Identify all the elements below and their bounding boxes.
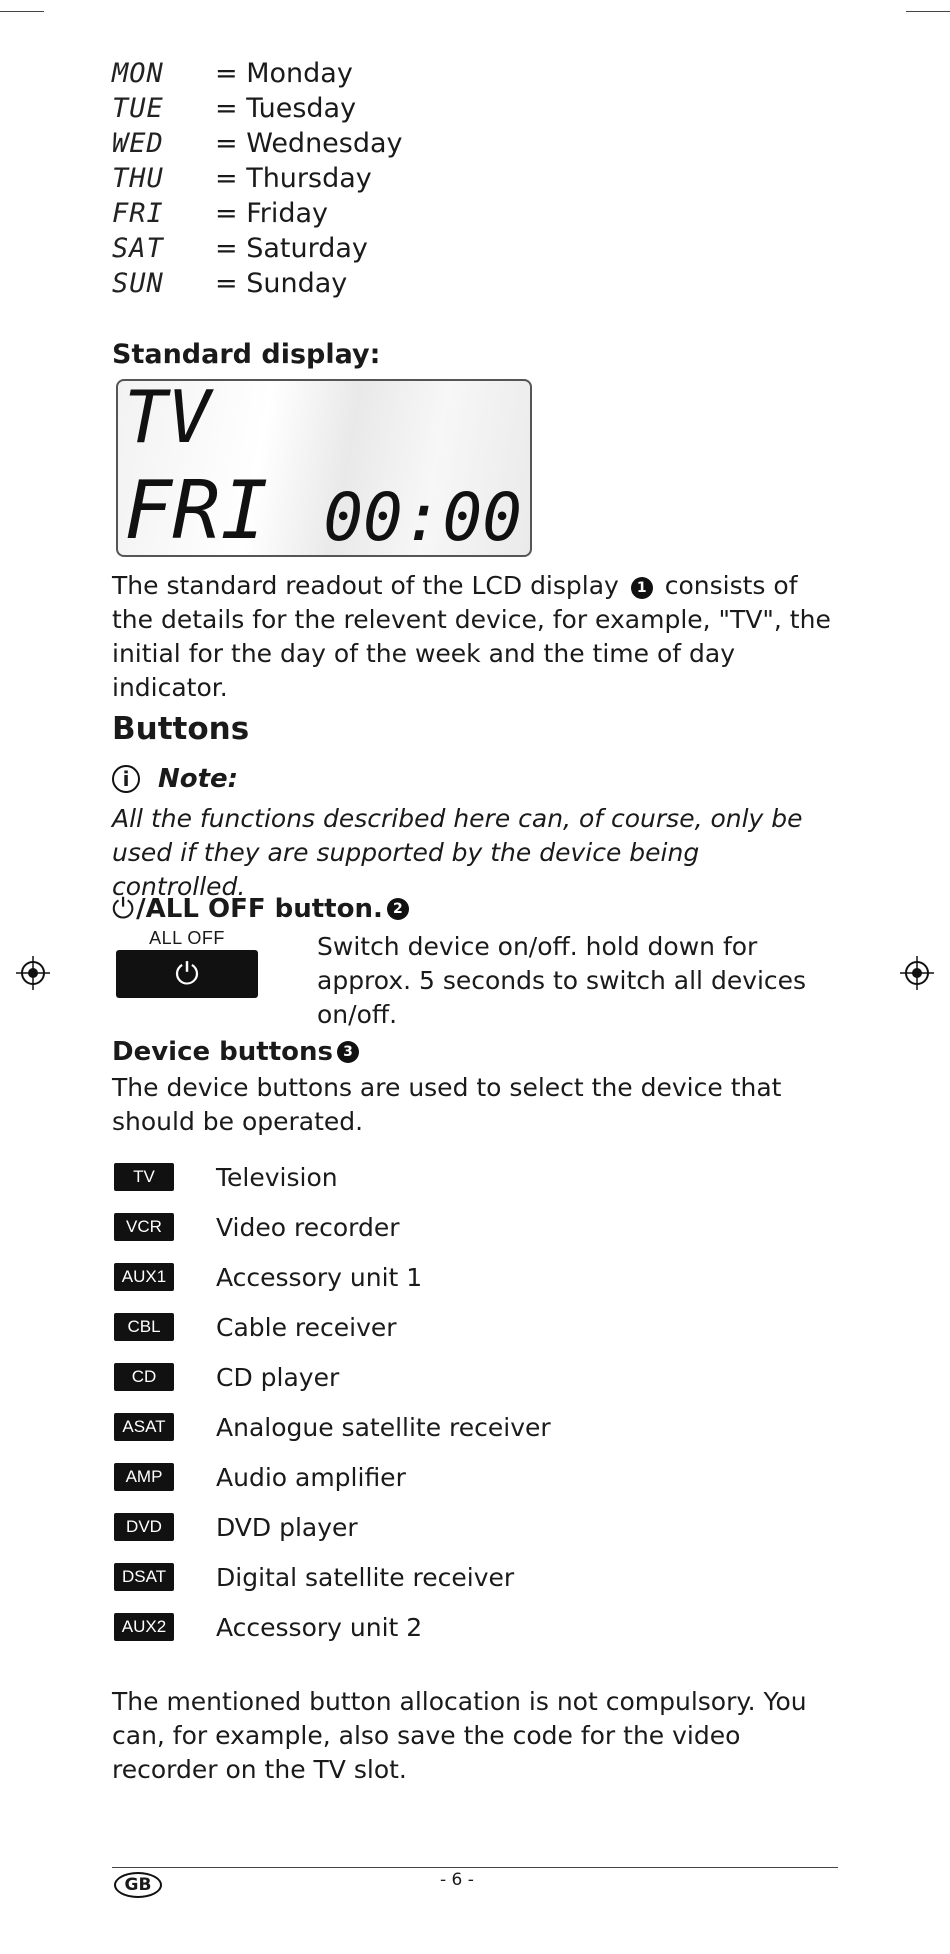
- note-title: [112, 764, 238, 794]
- note-text: All the functions described here can, of course, only be used if they are supported by the device being controlled.: [112, 804, 803, 901]
- lcd-time-readout: 00:00: [323, 479, 522, 556]
- description-part: consists of the details for the relevent device, for example, "TV", the initial for the day of the week and the time of day indicator.: [112, 571, 831, 702]
- device-buttons-heading: [112, 1037, 363, 1067]
- device-badge: AUX2: [114, 1613, 174, 1641]
- day-abbr: THU: [112, 163, 164, 194]
- allocation-note: The mentioned button allocation is not compulsory. You can, for example, also save the code for the video recorder on the TV slot.: [112, 1687, 807, 1784]
- buttons-section-heading: Buttons: [112, 711, 250, 747]
- crop-mark-left: [0, 11, 44, 12]
- device-button-list: [112, 1152, 551, 1652]
- footer-divider: [112, 1867, 838, 1868]
- day-row: [112, 266, 403, 301]
- day-abbr: FRI: [112, 198, 164, 229]
- device-badge: CD: [114, 1363, 174, 1391]
- list-item: [112, 1452, 551, 1502]
- day-row: [112, 231, 403, 266]
- day-name: = Thursday: [215, 163, 372, 194]
- device-name: Accessory unit 1: [216, 1262, 423, 1292]
- description-part: The standard readout of the LCD display: [112, 571, 619, 600]
- alloff-button-illustration: [116, 928, 258, 998]
- day-name: = Wednesday: [215, 128, 403, 159]
- alloff-heading: [112, 892, 413, 926]
- standard-display-heading: Standard display:: [112, 339, 381, 370]
- device-heading-text: Device buttons: [112, 1037, 333, 1067]
- alloff-button: [116, 950, 258, 998]
- lcd-day-readout: FRI: [124, 464, 269, 557]
- list-item: [112, 1252, 551, 1302]
- device-badge: VCR: [114, 1213, 174, 1241]
- day-name: = Friday: [215, 198, 329, 229]
- day-abbr: SUN: [112, 268, 164, 299]
- device-badge: ASAT: [114, 1413, 174, 1441]
- day-name: = Tuesday: [215, 93, 357, 124]
- alloff-button-label: ALL OFF: [149, 928, 225, 948]
- day-abbr: TUE: [112, 93, 164, 124]
- country-badge: GB: [114, 1872, 162, 1898]
- device-name: DVD player: [216, 1512, 358, 1542]
- power-icon: ⏻: [175, 956, 199, 992]
- alloff-description: Switch device on/off. hold down for approx. 5 seconds to switch all devices on/off.: [317, 932, 807, 1029]
- registration-mark-icon: [16, 956, 50, 990]
- device-badge: AUX1: [114, 1263, 174, 1291]
- list-item: [112, 1602, 551, 1652]
- list-item: [112, 1152, 551, 1202]
- registration-mark-icon: [900, 956, 934, 990]
- device-badge: CBL: [114, 1313, 174, 1341]
- callout-marker: 2: [387, 898, 409, 920]
- day-abbr: SAT: [112, 233, 164, 264]
- device-name: CD player: [216, 1362, 340, 1392]
- day-abbreviation-list: [112, 56, 403, 301]
- device-badge: DVD: [114, 1513, 174, 1541]
- device-name: Television: [216, 1162, 338, 1192]
- alloff-heading-text: /ALL OFF button.: [136, 894, 383, 924]
- crop-mark-right: [906, 11, 950, 12]
- day-abbr: WED: [112, 128, 164, 159]
- day-name: = Monday: [215, 58, 353, 89]
- page-number: - 6 -: [440, 1870, 474, 1890]
- callout-marker: 3: [337, 1041, 359, 1063]
- day-abbr: MON: [112, 58, 164, 89]
- device-name: Accessory unit 2: [216, 1612, 423, 1642]
- device-name: Digital satellite receiver: [216, 1562, 515, 1592]
- day-row: [112, 196, 403, 231]
- standard-display-description: [112, 569, 838, 705]
- day-name: = Sunday: [215, 268, 348, 299]
- device-badge: AMP: [114, 1463, 174, 1491]
- list-item: [112, 1502, 551, 1552]
- lcd-device-readout: TV: [124, 379, 211, 459]
- note-title-text: Note:: [158, 764, 239, 794]
- day-row: [112, 126, 403, 161]
- list-item: [112, 1402, 551, 1452]
- day-row: [112, 56, 403, 91]
- device-badge: TV: [114, 1163, 174, 1191]
- list-item: [112, 1552, 551, 1602]
- device-buttons-intro: The device buttons are used to select the device that should be operated.: [112, 1073, 782, 1136]
- list-item: [112, 1352, 551, 1402]
- device-name: Video recorder: [216, 1212, 400, 1242]
- day-row: [112, 161, 403, 196]
- list-item: [112, 1202, 551, 1252]
- day-name: = Saturday: [215, 233, 368, 264]
- lcd-display: [116, 379, 532, 557]
- device-badge: DSAT: [114, 1563, 174, 1591]
- info-icon: i: [112, 765, 140, 793]
- day-row: [112, 91, 403, 126]
- power-icon: ⏻: [112, 892, 135, 925]
- device-name: Cable receiver: [216, 1312, 397, 1342]
- callout-marker: 1: [631, 577, 653, 599]
- device-name: Analogue satellite receiver: [216, 1412, 551, 1442]
- device-name: Audio amplifier: [216, 1462, 406, 1492]
- list-item: [112, 1302, 551, 1352]
